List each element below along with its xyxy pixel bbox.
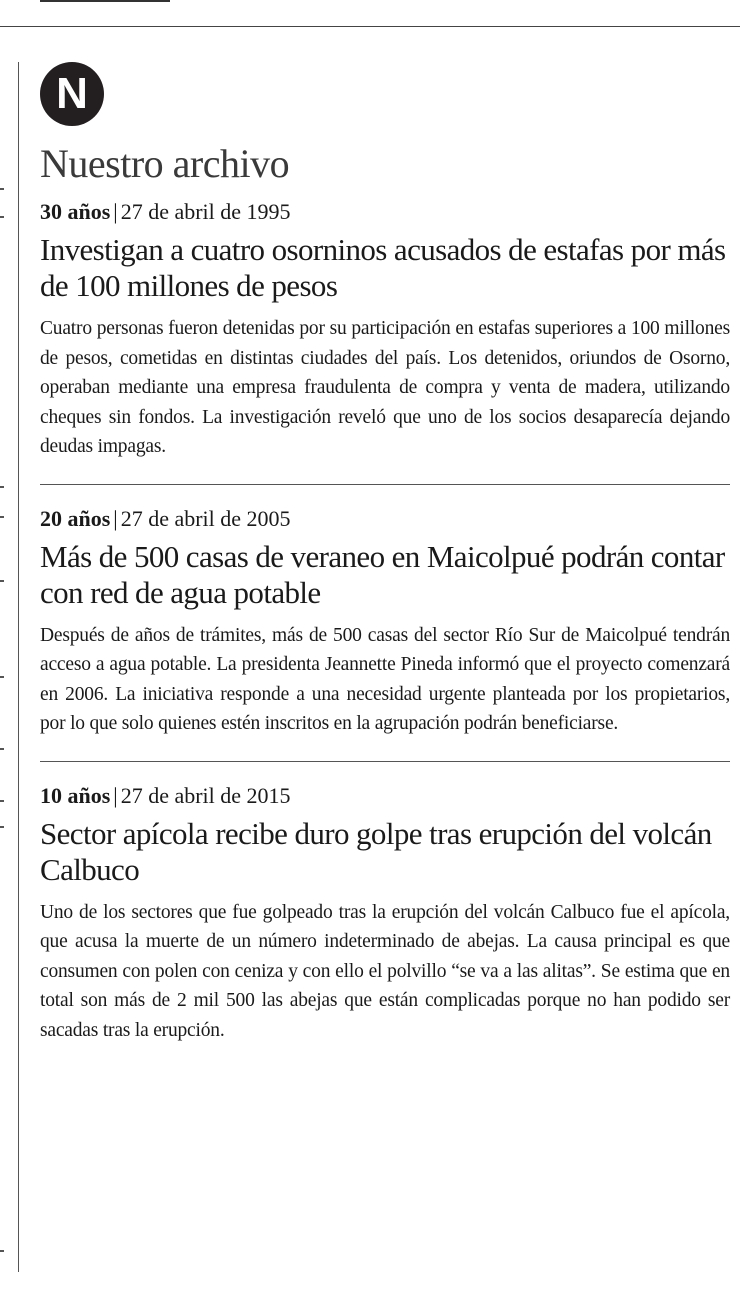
meta-separator: | xyxy=(113,782,118,808)
entry-headline: Más de 500 casas de veraneo en Maicolpué podrán contar con red de agua potable xyxy=(40,538,725,610)
entry-years: 20 años xyxy=(40,505,111,531)
archive-entry-10 xyxy=(40,761,730,1046)
entry-date: 27 de abril de 2015 xyxy=(120,782,291,808)
entry-meta xyxy=(40,505,730,533)
entry-date: 27 de abril de 2005 xyxy=(120,505,291,531)
entry-headline: Sector apícola recibe duro golpe tras erupción del volcán Calbuco xyxy=(40,815,712,887)
entry-date: 27 de abril de 1995 xyxy=(120,199,291,224)
archive-entry-30 xyxy=(40,198,730,462)
section-title: Nuestro archivo xyxy=(40,141,290,186)
entry-body: Después de años de trámites, más de 500 casas del sector Río Sur de Maicolpué tendrán acceso a agua potable. La presidenta Jeannette Pineda informó que el proyecto comenzará en 2006. La iniciativa responde a una necesidad urgente planteada por los propietarios, por lo que solo quienes estén inscritos en la agrupación podrán beneficiarse. xyxy=(40,624,730,734)
entry-meta xyxy=(40,198,730,226)
entry-headline: Investigan a cuatro osorninos acusados de estafas por más de 100 millones de pesos xyxy=(40,232,726,303)
entry-years: 30 años xyxy=(40,199,111,224)
top-divider xyxy=(0,26,740,27)
meta-separator: | xyxy=(113,199,118,224)
meta-separator: | xyxy=(113,505,118,531)
entry-years: 10 años xyxy=(40,782,111,808)
archive-section xyxy=(40,62,730,1045)
newspaper-logo: N xyxy=(40,62,104,126)
archive-entry-20 xyxy=(40,484,730,739)
entry-meta xyxy=(40,782,730,810)
entry-body: Uno de los sectores que fue golpeado tras la erupción del volcán Calbuco fue el apícola, que acusa la muerte de un número indeterminado de abejas. La causa principal es que consumen con polen con ceniza y con ello el polvillo “se va a las alitas”. Se estima que en total son más de 2 mil 500 las abejas que están complicadas porque no han podido ser sacadas tras la erupción. xyxy=(40,901,730,1041)
column-divider xyxy=(18,62,19,1272)
top-stub-rule xyxy=(40,0,170,2)
entry-body: Cuatro personas fueron detenidas por su participación en estafas superiores a 100 millones de pesos, cometidas en distintas ciudades del país. Los detenidos, oriundos de Osorno, operaban mediante una empresa fraudulenta de compra y venta de madera, utilizando cheques sin fondos. La investigación reveló que uno de los socios desaparecía dejando deudas impagas. xyxy=(40,318,730,457)
